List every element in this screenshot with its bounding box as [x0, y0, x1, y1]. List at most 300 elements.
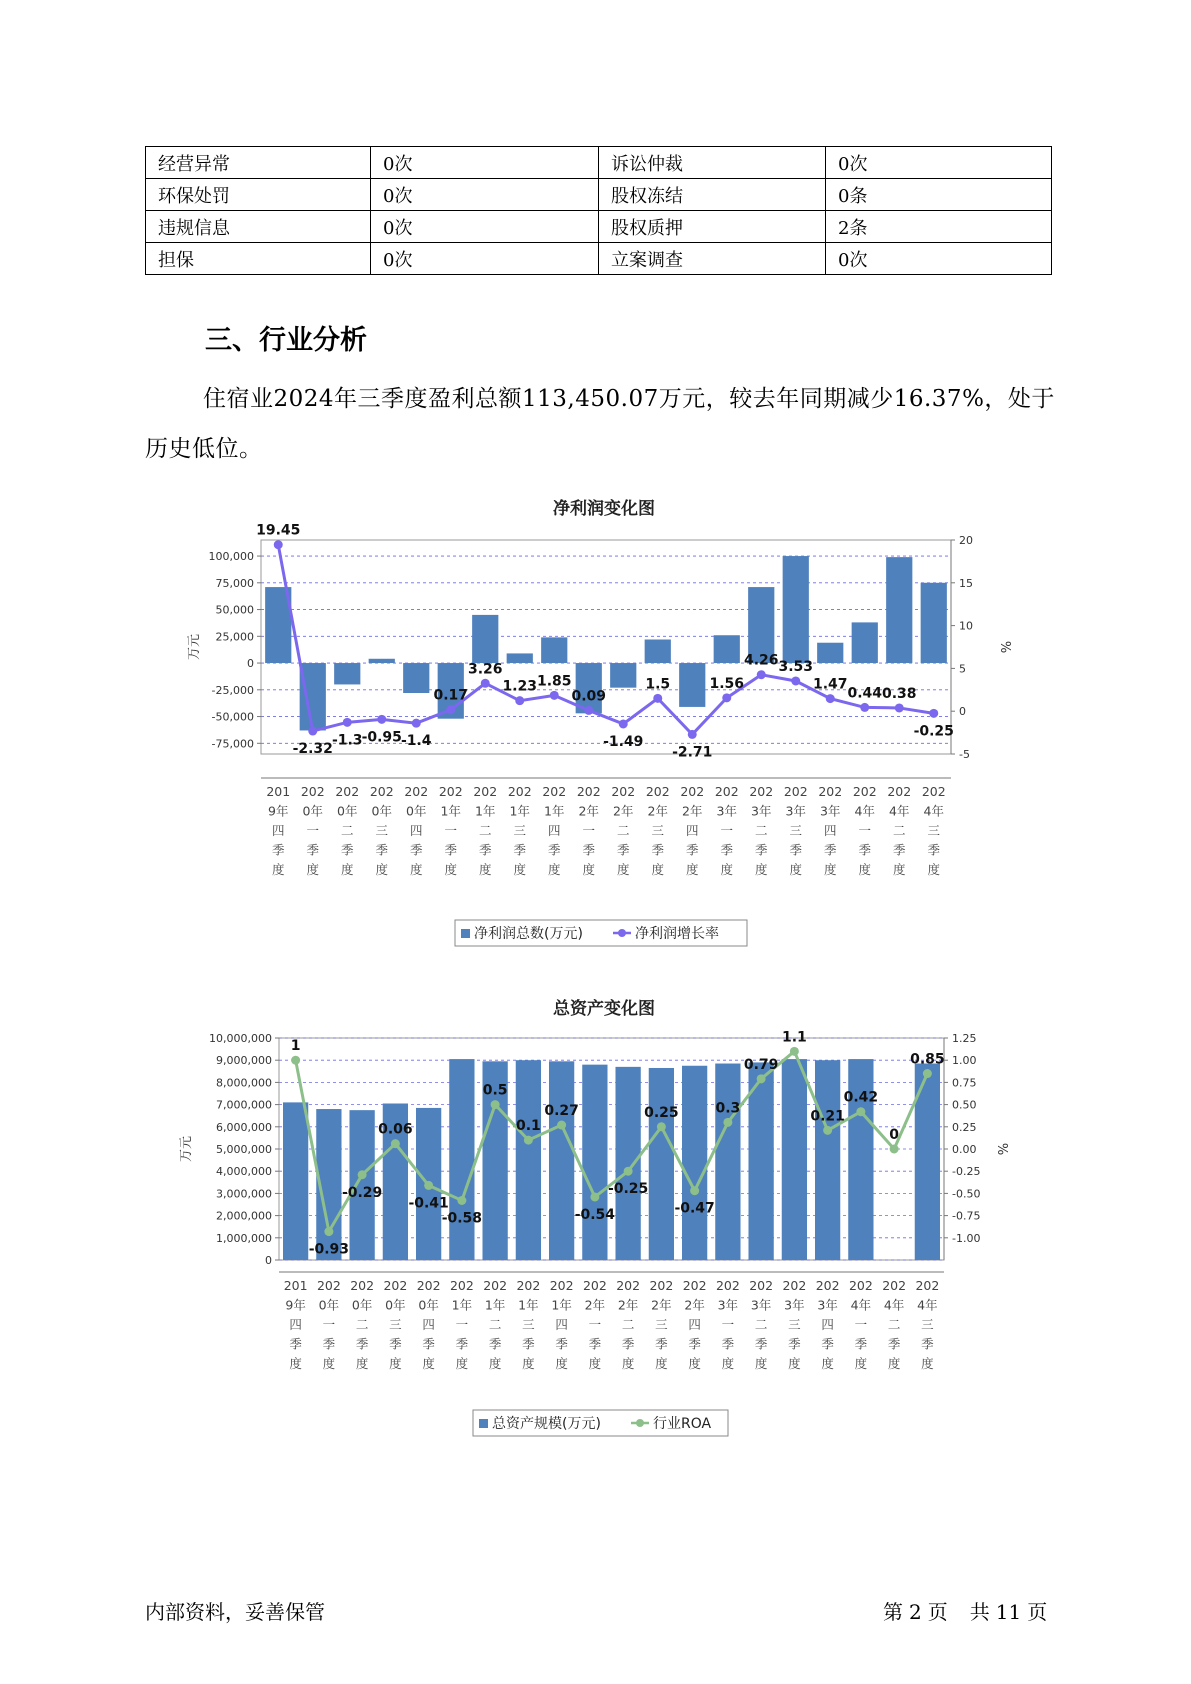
- x-tick-label: 一: [720, 823, 734, 838]
- line-point: [895, 703, 904, 712]
- x-tick-label: 3年: [751, 803, 772, 819]
- x-tick-label: 0年: [337, 803, 358, 819]
- line-point: [688, 730, 697, 739]
- x-tick-label: 度: [289, 1356, 302, 1371]
- data-label: -0.93: [308, 1241, 350, 1258]
- x-tick-label: 202: [848, 1278, 873, 1293]
- y-axis-title: 万元: [179, 1135, 194, 1163]
- x-tick-label: 202: [715, 1278, 740, 1293]
- data-label: 1.56: [709, 675, 745, 692]
- table-cell-item-value: 0次: [371, 211, 599, 243]
- x-tick-label: 三: [788, 1317, 801, 1332]
- x-tick-label: 季: [271, 842, 285, 858]
- x-tick-label: 季: [892, 842, 906, 858]
- data-label: -0.29: [341, 1184, 383, 1201]
- x-tick-label: 202: [682, 1278, 707, 1293]
- data-label: -1.49: [603, 733, 644, 750]
- x-tick-label: 季: [821, 1336, 834, 1352]
- x-tick-label: 一: [455, 1317, 469, 1332]
- line-point: [624, 1167, 633, 1176]
- y-tick-label: 10,000,000: [209, 1032, 272, 1045]
- x-tick-label: 二: [478, 823, 492, 838]
- bar: [886, 557, 912, 663]
- x-tick-label: 季: [375, 842, 389, 858]
- x-tick-label: 二: [754, 1317, 768, 1332]
- x-tick-label: 1年: [440, 803, 461, 819]
- x-tick-label: 202: [404, 784, 429, 799]
- line-point: [723, 1118, 732, 1127]
- y-tick-label: 6,000,000: [216, 1120, 272, 1134]
- x-tick-label: 2年: [613, 803, 634, 819]
- total-suffix: 页: [1027, 1600, 1048, 1624]
- x-tick-label: 一: [858, 823, 872, 838]
- y-tick-label: 1,000,000: [216, 1231, 272, 1245]
- x-tick-label: 202: [438, 784, 463, 799]
- data-label: 1.1: [781, 1029, 807, 1046]
- y2-tick-label: 0.25: [952, 1120, 977, 1134]
- x-tick-label: 四: [555, 1317, 568, 1332]
- line-point: [929, 709, 938, 718]
- x-tick-label: 3年: [820, 803, 841, 819]
- x-tick-label: 季: [685, 842, 699, 858]
- data-label: 0.06: [378, 1121, 413, 1138]
- x-tick-label: 二: [488, 1317, 502, 1332]
- x-tick-label: 201: [283, 1278, 308, 1293]
- line-point: [515, 696, 524, 705]
- x-tick-label: 2年: [651, 1297, 672, 1313]
- y2-tick-label: 0.00: [952, 1143, 977, 1156]
- bar: [403, 663, 429, 693]
- line-point: [619, 719, 628, 728]
- y-tick-label: 5,000,000: [216, 1143, 272, 1156]
- x-tick-label: 0年: [418, 1297, 439, 1313]
- legend-line-marker: [618, 929, 626, 937]
- footer-confidential-note: 内部资料，妥善保管: [145, 1600, 325, 1624]
- page-current: 2: [909, 1600, 922, 1624]
- x-tick-label: 2年: [684, 1297, 705, 1313]
- data-label: 1: [290, 1038, 301, 1055]
- x-tick-label: 季: [389, 1336, 402, 1352]
- x-tick-label: 度: [651, 862, 665, 877]
- y2-tick-label: 0: [959, 705, 966, 719]
- x-tick-label: 季: [621, 1336, 635, 1352]
- x-tick-label: 季: [887, 1336, 901, 1352]
- line-point: [590, 1192, 599, 1201]
- x-tick-label: 4年: [889, 803, 910, 819]
- data-label: -0.47: [674, 1200, 715, 1217]
- total-assets-chart: [0, 988, 1191, 1448]
- x-tick-label: 202: [516, 1278, 541, 1293]
- data-label: 0.1: [515, 1118, 541, 1135]
- x-tick-label: 二: [621, 1317, 635, 1332]
- x-tick-label: 一: [721, 1317, 735, 1332]
- footer-page-number: [883, 1596, 1053, 1625]
- x-tick-label: 202: [582, 1278, 607, 1293]
- data-label: 0.42: [843, 1089, 879, 1106]
- data-label: -0.58: [441, 1210, 483, 1227]
- table-cell-item-value: 0次: [371, 179, 599, 211]
- x-tick-label: 202: [616, 1278, 641, 1293]
- bar: [715, 1064, 740, 1260]
- x-tick-label: 季: [927, 842, 941, 858]
- x-tick-label: 度: [754, 862, 768, 877]
- x-tick-label: 4年: [850, 1297, 872, 1313]
- y-tick-label: 25,000: [215, 630, 254, 644]
- x-tick-label: 3年: [785, 803, 806, 819]
- x-tick-label: 度: [271, 862, 285, 877]
- x-tick-label: 度: [823, 862, 837, 877]
- y2-tick-label: 0.75: [952, 1076, 977, 1090]
- x-tick-label: 202: [542, 784, 567, 799]
- x-tick-label: 4年: [923, 803, 944, 819]
- line-point: [446, 705, 455, 714]
- y-axis-title: 万元: [187, 633, 202, 661]
- x-tick-label: 1年: [509, 803, 530, 819]
- y2-tick-label: 5: [959, 662, 966, 676]
- y-tick-label: 8,000,000: [216, 1076, 272, 1090]
- line-point: [890, 1145, 899, 1154]
- x-tick-label: 度: [921, 1356, 934, 1371]
- bar: [921, 583, 947, 663]
- bar: [300, 663, 326, 730]
- x-tick-label: 度: [422, 1356, 435, 1371]
- data-label: -2.71: [672, 744, 713, 761]
- x-tick-label: 1年: [484, 1297, 506, 1313]
- x-tick-label: 度: [389, 1356, 402, 1371]
- data-label: 19.45: [256, 522, 301, 539]
- x-tick-label: 度: [720, 862, 734, 877]
- x-tick-label: 度: [513, 862, 527, 877]
- data-label: -0.54: [574, 1206, 616, 1223]
- legend-item: 净利润总数(万元): [474, 926, 583, 942]
- data-label: 1.85: [536, 673, 572, 690]
- x-tick-label: 度: [409, 862, 423, 877]
- x-tick-label: 四: [409, 823, 423, 838]
- bar: [714, 635, 740, 663]
- line-point: [377, 715, 386, 724]
- x-tick-label: 二: [754, 823, 768, 838]
- x-tick-label: 度: [655, 1356, 668, 1371]
- y-tick-label: -50,000: [211, 710, 254, 724]
- line-point: [791, 676, 800, 685]
- data-label: -2.32: [292, 741, 333, 758]
- x-tick-label: 3年: [750, 1297, 772, 1313]
- x-tick-label: 9年: [285, 1297, 306, 1313]
- x-tick-label: 三: [921, 1317, 934, 1332]
- x-tick-label: 季: [854, 1336, 868, 1352]
- data-label: -0.25: [607, 1181, 649, 1198]
- page-prefix: 第: [883, 1600, 903, 1624]
- table-row: [146, 147, 1052, 179]
- x-tick-label: 度: [788, 1356, 801, 1371]
- x-tick-label: 季: [488, 1336, 502, 1352]
- x-tick-label: 季: [322, 1336, 336, 1352]
- line-point: [358, 1170, 367, 1179]
- table-row: [146, 211, 1052, 243]
- x-tick-label: 一: [444, 823, 458, 838]
- data-label: 0.21: [810, 1108, 845, 1125]
- x-tick-label: 度: [821, 1356, 834, 1371]
- x-tick-label: 度: [522, 1356, 535, 1371]
- table-cell-item-name: 立案调查: [599, 243, 826, 275]
- x-tick-label: 季: [289, 1336, 302, 1352]
- x-tick-label: 季: [754, 1336, 768, 1352]
- chart-svg: [0, 988, 1191, 1448]
- data-label: -0.25: [913, 723, 954, 740]
- legend-bar-swatch: [461, 929, 470, 938]
- y2-tick-label: 1.25: [952, 1032, 977, 1045]
- x-tick-label: 202: [507, 784, 532, 799]
- x-tick-label: 2年: [682, 803, 703, 819]
- line-point: [557, 1121, 566, 1130]
- x-tick-label: 度: [555, 1356, 568, 1371]
- table-cell-item-name: 违规信息: [146, 211, 371, 243]
- y2-tick-label: 10: [959, 619, 973, 633]
- data-label: 0.3: [715, 1100, 741, 1117]
- x-tick-label: 度: [455, 1356, 469, 1371]
- x-tick-label: 四: [685, 823, 699, 838]
- x-tick-label: 202: [649, 1278, 674, 1293]
- line-point: [308, 727, 317, 736]
- x-tick-label: 三: [655, 1317, 668, 1332]
- bar: [615, 1067, 640, 1260]
- table-row: [146, 179, 1052, 211]
- x-tick-label: 度: [582, 862, 596, 877]
- line-point: [790, 1047, 799, 1056]
- x-tick-label: 3年: [817, 1297, 838, 1313]
- line-point: [923, 1069, 932, 1078]
- y2-tick-label: -0.50: [952, 1187, 981, 1201]
- x-tick-label: 201: [266, 784, 291, 799]
- data-label: -0.41: [408, 1195, 449, 1212]
- x-tick-label: 季: [547, 842, 561, 858]
- x-tick-label: 202: [316, 1278, 341, 1293]
- table-row: [146, 243, 1052, 275]
- x-tick-label: 季: [513, 842, 527, 858]
- x-tick-label: 三: [651, 823, 665, 838]
- x-tick-label: 二: [340, 823, 354, 838]
- table-cell-item-name: 股权冻结: [599, 179, 826, 211]
- x-tick-label: 度: [444, 862, 458, 877]
- x-tick-label: 季: [306, 842, 320, 858]
- data-label: 0.38: [881, 685, 917, 702]
- line-point: [424, 1181, 433, 1190]
- data-label: 0.17: [433, 687, 469, 704]
- x-tick-label: 4年: [854, 803, 875, 819]
- x-tick-label: 202: [749, 1278, 774, 1293]
- line-point: [324, 1227, 333, 1236]
- x-tick-label: 度: [616, 862, 630, 877]
- x-tick-label: 1年: [551, 1297, 572, 1313]
- x-tick-label: 202: [369, 784, 394, 799]
- data-label: 0.09: [571, 688, 607, 705]
- x-tick-label: 度: [858, 862, 872, 877]
- x-tick-label: 季: [355, 1336, 369, 1352]
- data-label: 4.26: [743, 652, 779, 669]
- x-tick-label: 202: [921, 784, 946, 799]
- x-tick-label: 四: [547, 823, 561, 838]
- data-label: 0.27: [544, 1103, 579, 1120]
- bar: [852, 622, 878, 663]
- x-tick-label: 四: [821, 1317, 834, 1332]
- x-tick-label: 度: [892, 862, 906, 877]
- x-tick-label: 季: [823, 842, 837, 858]
- x-tick-label: 季: [555, 1336, 568, 1352]
- y-tick-label: 7,000,000: [216, 1098, 272, 1112]
- bar: [815, 1060, 840, 1260]
- x-tick-label: 1年: [451, 1297, 473, 1313]
- legend-item: 行业ROA: [653, 1416, 712, 1432]
- x-tick-label: 202: [887, 784, 912, 799]
- line-point: [481, 679, 490, 688]
- bar: [541, 637, 567, 663]
- x-tick-label: 度: [588, 1356, 602, 1371]
- x-tick-label: 季: [788, 1336, 801, 1352]
- x-tick-label: 2年: [578, 803, 599, 819]
- x-tick-label: 202: [549, 1278, 574, 1293]
- industry-analysis-paragraph: 住宿业2024年三季度盈利总额113,450.07万元，较去年同期减少16.37%，处于历史低位。: [145, 386, 1055, 462]
- x-tick-label: 1年: [475, 803, 496, 819]
- data-label: -1.4: [400, 733, 432, 750]
- x-tick-label: 4年: [917, 1297, 938, 1313]
- y-tick-label: 2,000,000: [216, 1209, 272, 1223]
- legend-item: 净利润增长率: [635, 926, 719, 942]
- line-point: [343, 718, 352, 727]
- x-tick-label: 202: [645, 784, 670, 799]
- x-tick-label: 202: [783, 784, 808, 799]
- line-point: [491, 1100, 500, 1109]
- x-tick-label: 度: [340, 862, 354, 877]
- x-tick-label: 1年: [518, 1297, 539, 1313]
- x-tick-label: 二: [892, 823, 906, 838]
- bar: [645, 640, 671, 664]
- x-tick-label: 0年: [406, 803, 427, 819]
- x-tick-label: 四: [289, 1317, 302, 1332]
- x-tick-label: 度: [685, 862, 699, 877]
- x-tick-label: 202: [416, 1278, 441, 1293]
- x-tick-label: 二: [616, 823, 630, 838]
- bar: [610, 663, 636, 688]
- x-tick-label: 季: [655, 1336, 668, 1352]
- x-tick-label: 度: [887, 1356, 901, 1371]
- legend-item: 总资产规模(万元): [492, 1416, 601, 1432]
- y2-tick-label: 0.50: [952, 1098, 977, 1112]
- x-tick-label: 季: [409, 842, 423, 858]
- bar: [472, 615, 498, 663]
- x-tick-label: 202: [680, 784, 705, 799]
- x-tick-label: 四: [688, 1317, 701, 1332]
- x-tick-label: 度: [854, 1356, 868, 1371]
- data-label: 0.25: [644, 1104, 679, 1121]
- bar: [783, 556, 809, 663]
- x-tick-label: 四: [823, 823, 837, 838]
- line-point: [757, 670, 766, 679]
- x-tick-label: 202: [449, 1278, 474, 1293]
- line-point: [584, 706, 593, 715]
- x-tick-label: 202: [915, 1278, 940, 1293]
- x-tick-label: 度: [355, 1356, 369, 1371]
- x-tick-label: 0年: [371, 803, 392, 819]
- chart-svg: [0, 488, 1191, 948]
- x-tick-label: 季: [754, 842, 768, 858]
- data-label: 3.26: [467, 661, 503, 678]
- x-tick-label: 202: [815, 1278, 840, 1293]
- table-cell-item-name: 股权质押: [599, 211, 826, 243]
- x-tick-label: 季: [688, 1336, 701, 1352]
- section-heading: 三、行业分析: [205, 325, 367, 356]
- x-tick-label: 季: [522, 1336, 535, 1352]
- x-tick-label: 202: [882, 1278, 907, 1293]
- table-cell-item-name: 诉讼仲裁: [599, 147, 826, 179]
- bar: [817, 643, 843, 663]
- data-label: 0: [889, 1127, 899, 1143]
- bar: [582, 1065, 607, 1260]
- line-point: [524, 1136, 533, 1145]
- x-tick-label: 季: [720, 842, 734, 858]
- data-label: -1.3: [331, 732, 363, 749]
- x-tick-label: 4年: [883, 1297, 905, 1313]
- x-tick-label: 9年: [268, 803, 289, 819]
- line-point: [653, 694, 662, 703]
- x-tick-label: 季: [921, 1336, 934, 1352]
- x-tick-label: 一: [854, 1317, 868, 1332]
- legend-bar-swatch: [479, 1419, 488, 1428]
- x-tick-label: 度: [547, 862, 561, 877]
- x-tick-label: 度: [789, 862, 803, 877]
- x-tick-label: 三: [513, 823, 527, 838]
- data-label: 0.5: [482, 1082, 508, 1099]
- y-tick-label: 4,000,000: [216, 1165, 272, 1179]
- x-tick-label: 3年: [784, 1297, 805, 1313]
- table-cell-item-name: 经营异常: [146, 147, 371, 179]
- x-tick-label: 三: [375, 823, 389, 838]
- line-point: [550, 691, 559, 700]
- legend-line-marker: [636, 1419, 644, 1427]
- x-tick-label: 季: [858, 842, 872, 858]
- x-tick-label: 2年: [617, 1297, 639, 1313]
- x-tick-label: 202: [576, 784, 601, 799]
- y-tick-label: -25,000: [211, 683, 254, 697]
- x-tick-label: 度: [754, 1356, 768, 1371]
- x-tick-label: 二: [887, 1317, 901, 1332]
- table-cell-item-name: 环保处罚: [146, 179, 371, 211]
- data-label: 0.79: [743, 1056, 779, 1073]
- x-tick-label: 2年: [647, 803, 668, 819]
- x-tick-label: 四: [422, 1317, 435, 1332]
- line-point: [690, 1186, 699, 1195]
- y-tick-label: -75,000: [211, 737, 254, 751]
- chart-title: 净利润变化图: [553, 499, 655, 519]
- line-point: [412, 719, 421, 728]
- total-prefix: 共: [969, 1600, 990, 1624]
- x-tick-label: 季: [721, 1336, 735, 1352]
- y2-tick-label: 15: [959, 576, 973, 590]
- bar: [679, 663, 705, 707]
- chart-title: 总资产变化图: [553, 999, 655, 1019]
- risk-info-table: [145, 146, 1052, 275]
- x-tick-label: 度: [322, 1356, 336, 1371]
- x-tick-label: 季: [582, 842, 596, 858]
- table-cell-item-value: 0次: [826, 243, 1052, 275]
- bar: [283, 1102, 308, 1260]
- bar: [369, 659, 395, 663]
- bar: [782, 1059, 807, 1260]
- y2-tick-label: 1.00: [952, 1054, 977, 1068]
- x-tick-label: 季: [455, 1336, 469, 1352]
- table-cell-item-value: 0次: [826, 147, 1052, 179]
- x-tick-label: 一: [582, 823, 596, 838]
- x-tick-label: 四: [271, 823, 285, 838]
